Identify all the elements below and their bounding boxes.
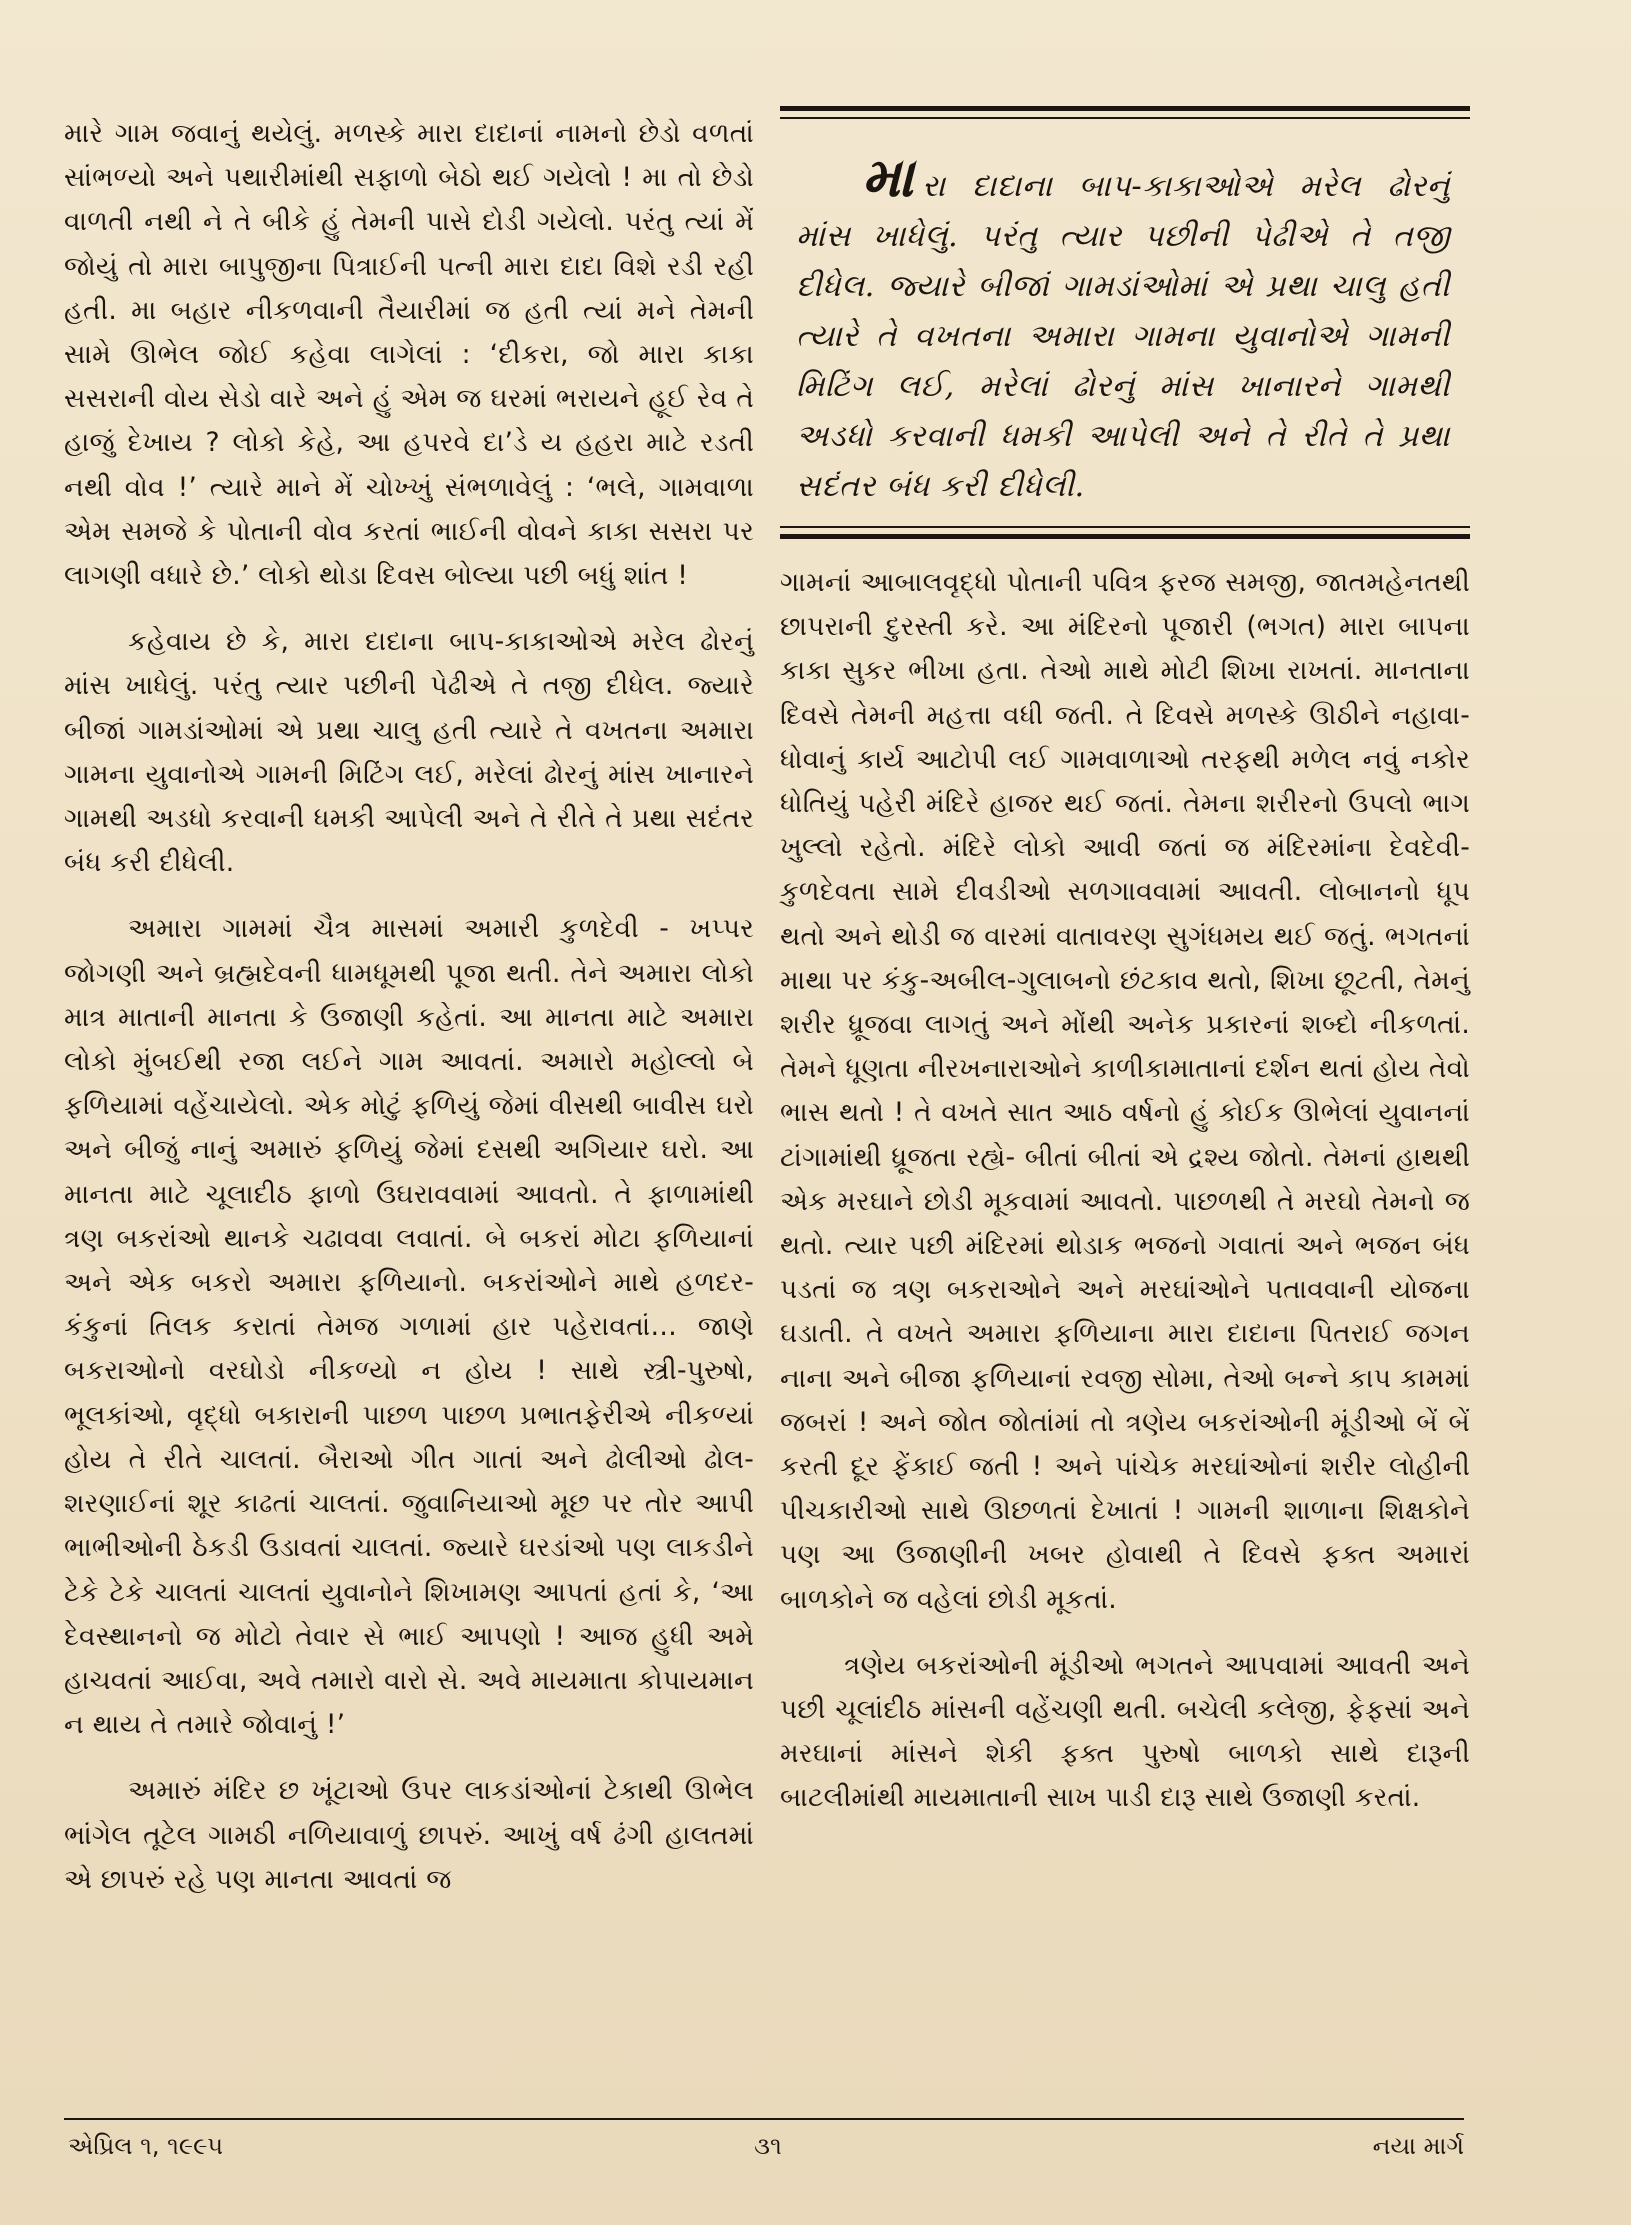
footer-issue-date: એપ્રિલ ૧, ૧૯૯૫ — [68, 2132, 224, 2160]
pull-quote-initial: મા — [862, 145, 914, 209]
left-paragraph-2: કહેવાય છે કે, મારા દાદાના બાપ-કાકાઓએ મરેલ ઢોરનું માંસ ખાધેલું. પરંતુ ત્યાર પછીની પેઢીએ તે તજી દીધેલ. જ્યારે બીજાં ગામડાંઓમાં એ પ્રથા ચાલુ હતી ત્યારે તે વખતના અમારા ગામના યુવાનોએ ગામની મિટિંગ લઈ, મરેલાં ઢોરનું માંસ ખાનારને ગામથી અડધો કરવાની ધમકી આપેલી અને તે રીતે તે પ્રથા સદંતર બંધ કરી દીધેલી. — [64, 626, 754, 879]
pull-quote-bottom-rule — [780, 526, 1470, 539]
pull-quote-body: રા દાદાના બાપ-કાકાઓએ મરેલ ઢોરનું માંસ ખાધેલું. પરંતુ ત્યાર પછીની પેઢીએ તે તજી દીધેલ. જ્યારે બીજાં ગામડાંઓમાં એ પ્રથા ચાલુ હતી ત્યારે તે વખતના અમારા ગામના યુવાનોએ ગામની મિટિંગ લઈ, મરેલાં ઢોરનું માંસ ખાનારને ગામથી અડધો કરવાની ધમકી આપેલી અને તે રીતે તે પ્રથા સદંતર બંધ કરી દીધેલી. — [796, 169, 1450, 504]
pull-quote-top-rule — [780, 106, 1470, 119]
right-column — [780, 106, 1470, 1821]
right-paragraph-1: ગામનાં આબાલવૃદ્ધો પોતાની પવિત્ર ફરજ સમજી, જાતમહેનતથી છાપરાની દુરસ્તી કરે. આ મંદિરનો પૂજારી (ભગત) મારા બાપના કાકા સુકર ભીખા હતા. તેઓ માથે મોટી શિખા રાખતાં. માનતાના દિવસે તેમની મહત્તા વધી જતી. તે દિવસે મળસ્કે ઊઠીને નહાવા-ધોવાનું કાર્ય આટોપી લઈ ગામવાળાઓ તરફથી મળેલ નવું નકોર ધોતિયું પહેરી મંદિરે હાજર થઈ જતાં. તેમના શરીરનો ઉપલો ભાગ ખુલ્લો રહેતો. મંદિરે લોકો આવી જતાં જ મંદિરમાંના દેવદેવી-કુળદેવતા સામે દીવડીઓ સળગાવવામાં આવતી. લોબાનનો ધૂપ થતો અને થોડી જ વારમાં વાતાવરણ સુગંધમય થઈ જતું. ભગતનાં માથા પર કંકુ-અબીલ-ગુલાબનો છંટકાવ થતો, શિખા છૂટતી, તેમનું શરીર ધ્રૂજવા લાગતું અને મોંથી અનેક પ્રકારનાં શબ્દો નીકળતાં. તેમને ધૂણતા નીરખનારાઓને કાળીકામાતાનાં દર્શન થતાં હોય તેવો ભાસ થતો ! તે વખતે સાત આઠ વર્ષનો હું કોઈક ઊભેલાં યુવાનનાં ટાંગામાંથી ધ્રૂજતા રહ્યે- બીતાં બીતાં એ દ્રશ્ય જોતો. તેમનાં હાથથી એક મરઘાને છોડી મૂકવામાં આવતો. પાછળથી તે મરઘો તેમનો જ થતો. ત્યાર પછી મંદિરમાં થોડાક ભજનો ગવાતાં અને ભજન બંધ પડતાં જ ત્રણ બકરાઓને અને મરઘાંઓને પતાવવાની યોજના ઘડાતી. તે વખતે અમારા ફળિયાના મારા દાદાના પિતરાઈ જગન નાના અને બીજા ફળિયાનાં રવજી સોમા, તેઓ બન્ને કાપ કામમાં જબરાં ! અને જોત જોતાંમાં તો ત્રણેય બકરાંઓની મૂંડીઓ બેં બેં કરતી દૂર ફેંકાઈ જતી ! અને પાંચેક મરઘાંઓનાં શરીર લોહીની પીચકારીઓ સાથે ઊછળતાં દેખાતાં ! ગામની શાળાના શિક્ષકોને પણ આ ઉજાણીની ખબર હોવાથી તે દિવસે ફક્ત અમારાં બાળકોને જ વહેલાં છોડી મૂકતાં. — [780, 567, 1470, 1615]
footer-page-number: ૩૧ — [754, 2132, 782, 2160]
left-paragraph-1: મારે ગામ જવાનું થયેલું. મળસ્કે મારા દાદાનાં નામનો છેડો વળતાં સાંભળ્યો અને પથારીમાંથી સફાળો બેઠો થઈ ગયેલો ! મા તો છેડો વાળતી નથી ને તે બીકે હું તેમની પાસે દોડી ગયેલો. પરંતુ ત્યાં મેં જોયું તો મારા બાપુજીના પિત્રાઈની પત્ની મારા દાદા વિશે રડી રહી હતી. મા બહાર નીકળવાની તૈયારીમાં જ હતી ત્યાં મને તેમની સામે ઊભેલ જોઈ કહેવા લાગેલાં : ‘દીકરા, જો મારા કાકા સસરાની વોય સેડો વારે અને હું એમ જ ઘરમાં ભરાયને હૂઈ રેવ તે હાજું દેખાય ? લોકો કેહે, આ હપરવે દા’ડે ય હહરા માટે રડતી નથી વોવ !’ ત્યારે માને મેં ચોખ્ખું સંભળાવેલું : ‘ભલે, ગામવાળા એમ સમજે કે પોતાની વોવ કરતાં ભાઈની વોવને કાકા સસરા પર લાગણી વધારે છે.’ લોકો થોડા દિવસ બોલ્યા પછી બધું શાંત ! — [64, 118, 754, 592]
page-footer — [64, 2118, 1464, 2168]
left-column — [64, 112, 754, 1902]
right-paragraph-2: ત્રણેય બકરાંઓની મૂંડીઓ ભગતને આપવામાં આવતી અને પછી ચૂલાંદીઠ માંસની વહેંચણી થતી. બચેલી કલેજી, ફેફસાં અને મરઘાનાં માંસને શેકી ફક્ત પુરુષો બાળકો સાથે દારૂની બાટલીમાંથી માયમાતાની સાખ પાડી દારૂ સાથે ઉજાણી કરતાં. — [780, 1649, 1470, 1814]
pull-quote-text — [796, 145, 1450, 512]
footer-magazine-name: નયા માર્ગ — [1372, 2132, 1464, 2160]
left-paragraph-3: અમારા ગામમાં ચૈત્ર માસમાં અમારી કુળદેવી - ખપ્પર જોગણી અને બ્રહ્મદેવની ધામધૂમથી પૂજા થતી. તેને અમારા લોકો માત્ર માતાની માનતા કે ઉજાણી કહેતાં. આ માનતા માટે અમારા લોકો મુંબઈથી રજા લઈને ગામ આવતાં. અમારો મહોલ્લો બે ફળિયામાં વહેંચાયેલો. એક મોટું ફળિયું જેમાં વીસથી બાવીસ ઘરો અને બીજું નાનું અમારું ફળિયું જેમાં દસથી અગિયાર ઘરો. આ માનતા માટે ચૂલાદીઠ ફાળો ઉઘરાવવામાં આવતો. તે ફાળામાંથી ત્રણ બકરાંઓ થાનકે ચઢાવવા લવાતાં. બે બકરાં મોટા ફળિયાનાં અને એક બકરો અમારા ફળિયાનો. બકરાંઓને માથે હળદર-કંકુનાં તિલક કરાતાં તેમજ ગળામાં હાર પહેરાવતાં… જાણે બકરાઓનો વરઘોડો નીકળ્યો ન હોય ! સાથે સ્ત્રી-પુરુષો, ભૂલકાંઓ, વૃદ્ધો બકારાની પાછળ પાછળ પ્રભાતફેરીએ નીકળ્યાં હોય તે રીતે ચાલતાં. બૈરાઓ ગીત ગાતાં અને ઢોલીઓ ઢોલ-શરણાઈનાં શૂર કાઢતાં ચાલતાં. જુવાનિયાઓ મૂછ પર તોર આપી ભાભીઓની ઠેકડી ઉડાવતાં ચાલતાં. જ્યારે ઘરડાંઓ પણ લાકડીને ટેકે ટેકે ચાલતાં ચાલતાં યુવાનોને શિખામણ આપતાં હતાં કે, ‘આ દેવસ્થાનનો જ મોટો તેવાર સે ભાઈ આપણો ! આજ હુધી અમે હાચવતાં આઈવા, અવે તમારો વારો સે. અવે માયમાતા કોપાયમાન ન થાય તે તમારે જોવાનું !’ — [64, 913, 754, 1741]
left-paragraph-4: અમારું મંદિર છ ખૂંટાઓ ઉપર લાકડાંઓનાં ટેકાથી ઊભેલ ભાંગેલ તૂટેલ ગામઠી નળિયાવાળું છાપરું. આખું વર્ષ ઢંગી હાલતમાં એ છાપરું રહે પણ માનતા આવતાં જ — [64, 1775, 754, 1895]
right-column-body — [780, 561, 1470, 1821]
pull-quote — [780, 119, 1470, 526]
